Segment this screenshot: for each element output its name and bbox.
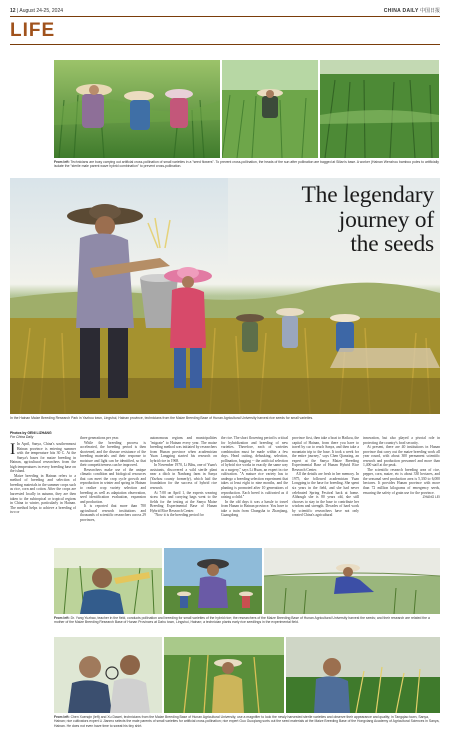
brand <box>384 7 440 14</box>
headline-line-2: journey of <box>338 206 434 233</box>
article-paragraph: Researchers make use of the unique climatic condition and biological resources that can meet the crop cycle growth and reproduction in winter and spring in Hainan to realize crop variety selection and breeding as well as adaptation observation, seed identification evaluation, expansion and production. <box>80 467 146 504</box>
article-paragraph: All the details are fresh in her memory. In 1975, she followed academician Yuan Longping to the base for breeding. She spent six years in the field, and she had never celebrated Spring Festival back at home. Although she is 80 years old, she still chooses to stay in the base to contribute her wisdom and strength. Decades of hard work by scientific researchers have not only created China's agricultural <box>292 472 359 518</box>
article-column-4 <box>221 436 288 518</box>
issue-date: | August 24-25, 2024 <box>16 7 64 14</box>
bottom-caption-2 <box>54 715 440 728</box>
article-paragraph: At present, there are 40 institutions in Hunan province that carry out the maize breeding work all year round, with about 300 permanent scientific research and production personnel and more than 1,400 staff at the peak. <box>363 445 440 468</box>
brand-cn: 中国日报 <box>419 8 440 14</box>
brand-name: CHINA DAILY <box>383 8 419 14</box>
article-paragraph: The scientific research breeding area of rice, pepper, corn, maize, etc is about 330 hectares, and the seasonal seed production area is 5,330 to 6,000 hectares. It provides Hunan province with more than 72 million kilograms of emergency seeds, ensuring the safety of grain use for the province. <box>363 467 440 495</box>
section-title: LIFE <box>10 20 56 41</box>
headline-line-3: the seeds <box>350 231 434 257</box>
photo-pollination-workers <box>54 60 220 158</box>
article-paragraph: "Now it is the breeding period for <box>154 513 204 518</box>
paragraph-text: In April, Sanya, China's southernmost Hainan province is entering summer with the temperature hits 30 C. At the Sanya's bases for maize breeding in Hainan, agricultural researchers from the high temperatures in every breeding base on the island. <box>10 442 76 474</box>
caption-text: Technicians are busy carrying out artificial cross-pollination of small varieties in a "seed flowers". To prevent cross-pollination, the heads of the sun after pollination are bagged at Silian's base. A worker (Hainan Wenzhou bamboo poles to artificially isolate the "sterile male parent wave hybrid combination" to prevent cross-pollination. <box>54 160 439 169</box>
photo-credit: Photos by GENI LIZHANG <box>10 431 52 435</box>
article-paragraph: three generations per year. <box>80 436 119 440</box>
caption-text: Chen Xuenqin (left) and Xu Dawei, technicians from the Maize Breeding Base of Hunan Agricultural University, use a magnifier to look the newly harvested sterile varieties and observe their appearance and quality; in Tangqiao town, Sanya, Hainan; rice cultivators expert Li Jianmo selects the male parents of small varieties for artificial cross-pollination; rice expert Guo Guoqiang sorts out the seed materials at the Maize Breeding Base of the Hongxiang Academy of Agricultural Sciences in Sanya, Hainan. He does not even have time to sweat his tiny shirt. <box>54 715 440 728</box>
photo-paddy-field <box>320 60 439 158</box>
article-column-1 <box>10 442 76 515</box>
bottom-caption-1 <box>54 616 440 625</box>
article-paragraph: Maize breeding in Hainan refers to a method of breeding and selection of breeding materials in the summer crops such as rice, corn and cotton. After the crops are harvested locally in autumn, they are then taken to the subtropical or tropical regions in China to winter, particularly in Hainan. The method helps to achieve a breeding of two or <box>10 473 76 515</box>
byline <box>10 431 52 439</box>
article-paragraph: In November 1970, Li Bihu, one of Yuan's assistants, discovered a wild sterile plant near a ditch in Nanhong farm in Sanya (Yazhou county formerly), which laid the foundation for the success of hybrid rice research. <box>150 463 217 491</box>
photo-seed-sorting <box>286 637 440 713</box>
article-paragraph: At 7:00 on April 1, the experts wearing straw hats and carrying bags went to the fields for the testing at the Sanya Maize Breeding Experimental Base of Hunan Hybrid Rice Research Center. <box>150 490 217 513</box>
article-paragraph: In the old days it was a hassle to travel from Hunan to Hainan province. You have to take a train from Changsha to Zhanjiang, Guangdong <box>221 499 288 518</box>
byline-for: For China Daily <box>10 435 34 440</box>
author-credit: ZHANG LEI <box>422 495 440 500</box>
article-paragraph: autonomous regions and municipalities "migrate" to Hainan every year. The maize breeding method was initiated by researchers from Hunan province when academician Yuan Longping started his research on hybrid rice in 1968. <box>150 436 217 463</box>
photo-male-parent-selection <box>164 637 284 713</box>
section-rule <box>10 44 440 45</box>
headline-line-1: The legendary <box>301 182 434 208</box>
article-paragraph: innovation, but also played a pivotal role in protecting the country's food security. <box>363 436 440 445</box>
article-column-3 <box>150 436 217 518</box>
photo-magnifier-sterile <box>54 637 162 713</box>
drop-cap: I <box>10 441 16 458</box>
caption-text: Dr. Yang Yuzhao, teacher in the field, conducts pollination and breeding for small varieties of the hybrid rice; the researchers of the Maize Breeding Base of Hunan Agricultural University harvest the seeds; and their research are related the a mother of the Maize Breeding Research Base of Hunan Provinces at Dahu town, Lingshui, Hainan; a technician plants early rice seedlings in the experimental field. <box>54 616 430 625</box>
top-photo-caption <box>54 160 439 169</box>
photo-bamboo-isolation <box>222 60 318 158</box>
photo-harvest-seeds <box>164 548 262 614</box>
headline <box>302 183 434 257</box>
article-column-2 <box>80 436 146 522</box>
caption-lead: From left: <box>54 715 70 719</box>
article-paragraph: the rice. The short flowering period is critical for hybridization and breeding of new varieties. Therefore, each of varieties combination must be made within a few days. Head cutting, dehusking, selection, pollination, bagging -- the artificial selection of hybrid rice works in exactly the same way as a surgery," says Li Huan, an expert in rice cultivation. "A mature rice variety has to undergo a breeding selection experiment that takes at least eight to nine months, and the planting is promoted after 10 generations of reproduction. Each breed is cultivated as if raising a child." <box>221 436 288 500</box>
article-paragraph: It is reported that more than 700 agricultural research institutions and thousands of scientific researchers across 29 provinces, <box>80 504 146 522</box>
header-rule <box>10 16 440 17</box>
page-header <box>10 6 440 15</box>
main-photo-caption: In the Hainan Maize Breeding Research Park in Yazhou town, Lingshui, Hainan province, technicians from the Maize Breeding Base of Hunan Agricultural University harvest rice seeds for small varieties. <box>10 416 314 420</box>
article-column-6 <box>363 436 440 500</box>
photo-yang-pollination <box>54 548 162 614</box>
article-paragraph: province first, then take a boat to Haikou, the capital of Hainan, from there you have to travel by car to reach Sanya, and then take a mountain trip to the base. It took a week for the entire journey," says Chen Qianxing, an expert at the Sanya Maize Breeding Experimental Base of Hunan Hybrid Rice Research Center. <box>292 436 359 472</box>
article-paragraph: While the breeding process is accelerated, the breeding period is then shortened, and the disease resistance of the breeding materials and their response to moisture and light can be identified, so that their competitiveness can be improved. <box>80 440 146 468</box>
caption-lead: From left: <box>54 160 70 164</box>
page-number-date <box>10 8 63 14</box>
photo-early-rice-seedlings <box>264 548 440 614</box>
caption-lead: From left: <box>54 616 70 620</box>
article-column-5 <box>292 436 359 518</box>
article-paragraph <box>10 442 76 474</box>
page-number: 12 <box>10 7 16 14</box>
